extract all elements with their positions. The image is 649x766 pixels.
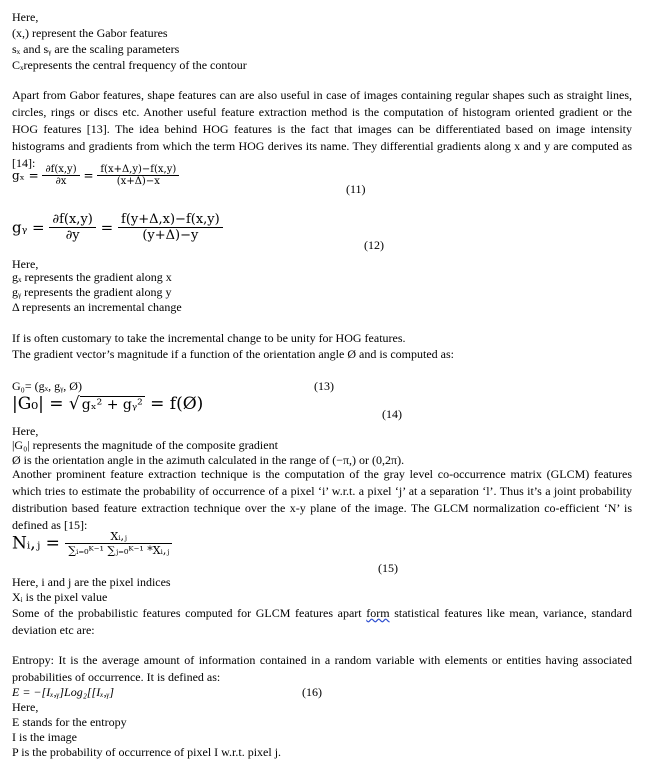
gabor-features-line: (x,) represent the Gabor features (12, 26, 168, 40)
central-frequency-line: Cₓrepresents the central frequency of the contour (12, 58, 247, 72)
equation-16: E = −[Iₓ,ᵧ]Log₂[[Iₓ,ᵧ] (12, 685, 115, 699)
equation-11-number: (11) (346, 182, 366, 196)
here-label-3: Here, (12, 424, 39, 438)
orientation-angle-line: Ø is the orientation angle in the azimuth calculated in the range of (−π,) or (0,2π). (12, 453, 405, 467)
equation-11: gₓ = $\frac{\partial f(x,y)}{\partial x}$ = $\frac{f(x+\Delta,y)-f(x,y)}{(x+\Delta)-x}$ (12, 164, 179, 187)
scaling-params-line: sₓ and sᵧ are the scaling parameters (12, 42, 180, 56)
here-label-2: Here, (12, 257, 39, 271)
equation-15: Nᵢ,ⱼ = $\frac{\text{Xᵢ,ⱼ}}{\text{∑ᵢ₌₀ᴷ⁻¹ ∑ⱼ₌₀ᴷ⁻¹ *Xᵢ,ⱼ}}$ (12, 530, 172, 557)
composite-gradient-line: |G₀| represents the magnitude of the composite gradient (12, 438, 278, 452)
equation-16-number: (16) (302, 685, 322, 699)
pixel-value-line: Xᵢ is the pixel value (12, 590, 108, 604)
probabilistic-features-paragraph: Some of the probabilistic features computed for GLCM features apart form statistical features like mean, variance, standard deviation etc are: (12, 606, 632, 637)
entropy-paragraph: Entropy: It is the average amount of information contained in a random variable with elements or entities having associated probabilities of occurrence. It is defined as: (12, 653, 632, 684)
equation-12-number: (12) (364, 238, 384, 252)
entropy-symbol-line: E stands for the entropy (12, 715, 127, 729)
pixel-indices-line: Here, i and j are the pixel indices (12, 575, 171, 589)
equation-14: |G₀| = √ gₓ² + gᵧ² = f(Ø) (12, 394, 204, 414)
here-label: Here, (12, 10, 39, 24)
probability-symbol-line: P is the probability of occurrence of pixel I w.r.t. pixel j. (12, 745, 282, 759)
gradient-magnitude-line: The gradient vector’s magnitude if a function of the orientation angle Ø and is computed as: (12, 347, 454, 361)
equation-13-number: (13) (314, 379, 334, 393)
glcm-paragraph: Another prominent feature extraction technique is the computation of the gray level co-occurrence matrix (GLCM) features which tries to estimate the probability of occurrence of a pixel ‘i’ w.r.t. a pixel ‘j’ at a separation ‘l’. Thus it’s a joint probability distribution based feature extraction technique over the x-y plane of the image. The GLCM normalization co-efficient ‘N’ is defined as [15]: (12, 467, 632, 532)
gy-description: gᵧ represents the gradient along y (12, 285, 172, 299)
equation-12: gᵧ = $\frac{\partial f(x,y)}{\partial y}$ = $\frac{f(y+\Delta,x)-f(x,y)}{(y+\Delta)-y}$ (12, 212, 223, 243)
incremental-change-line: If is often customary to take the incremental change to be unity for HOG features. (12, 331, 406, 345)
equation-15-number: (15) (378, 561, 398, 575)
hog-paragraph: Apart from Gabor features, shape features can are also useful in case of images containing regular shapes such as straight lines, circles, rings or discs etc. Another useful feature extraction method is the computation of histogram oriented gradient or the HOG features [13]. The idea behind HOG features is the fact that images can be differentiated based on image intensity histograms and gradients from which the term HOG derives its name. They differential gradients along x and y are computed as [14]: (12, 88, 632, 170)
gx-description: gₓ represents the gradient along x (12, 270, 172, 284)
equation-13: G₀= (gₓ, gᵧ, Ø) (12, 379, 82, 393)
equation-14-number: (14) (382, 407, 402, 421)
delta-description: Δ represents an incremental change (12, 300, 182, 314)
here-label-5: Here, (12, 700, 39, 714)
image-symbol-line: I is the image (12, 730, 77, 744)
